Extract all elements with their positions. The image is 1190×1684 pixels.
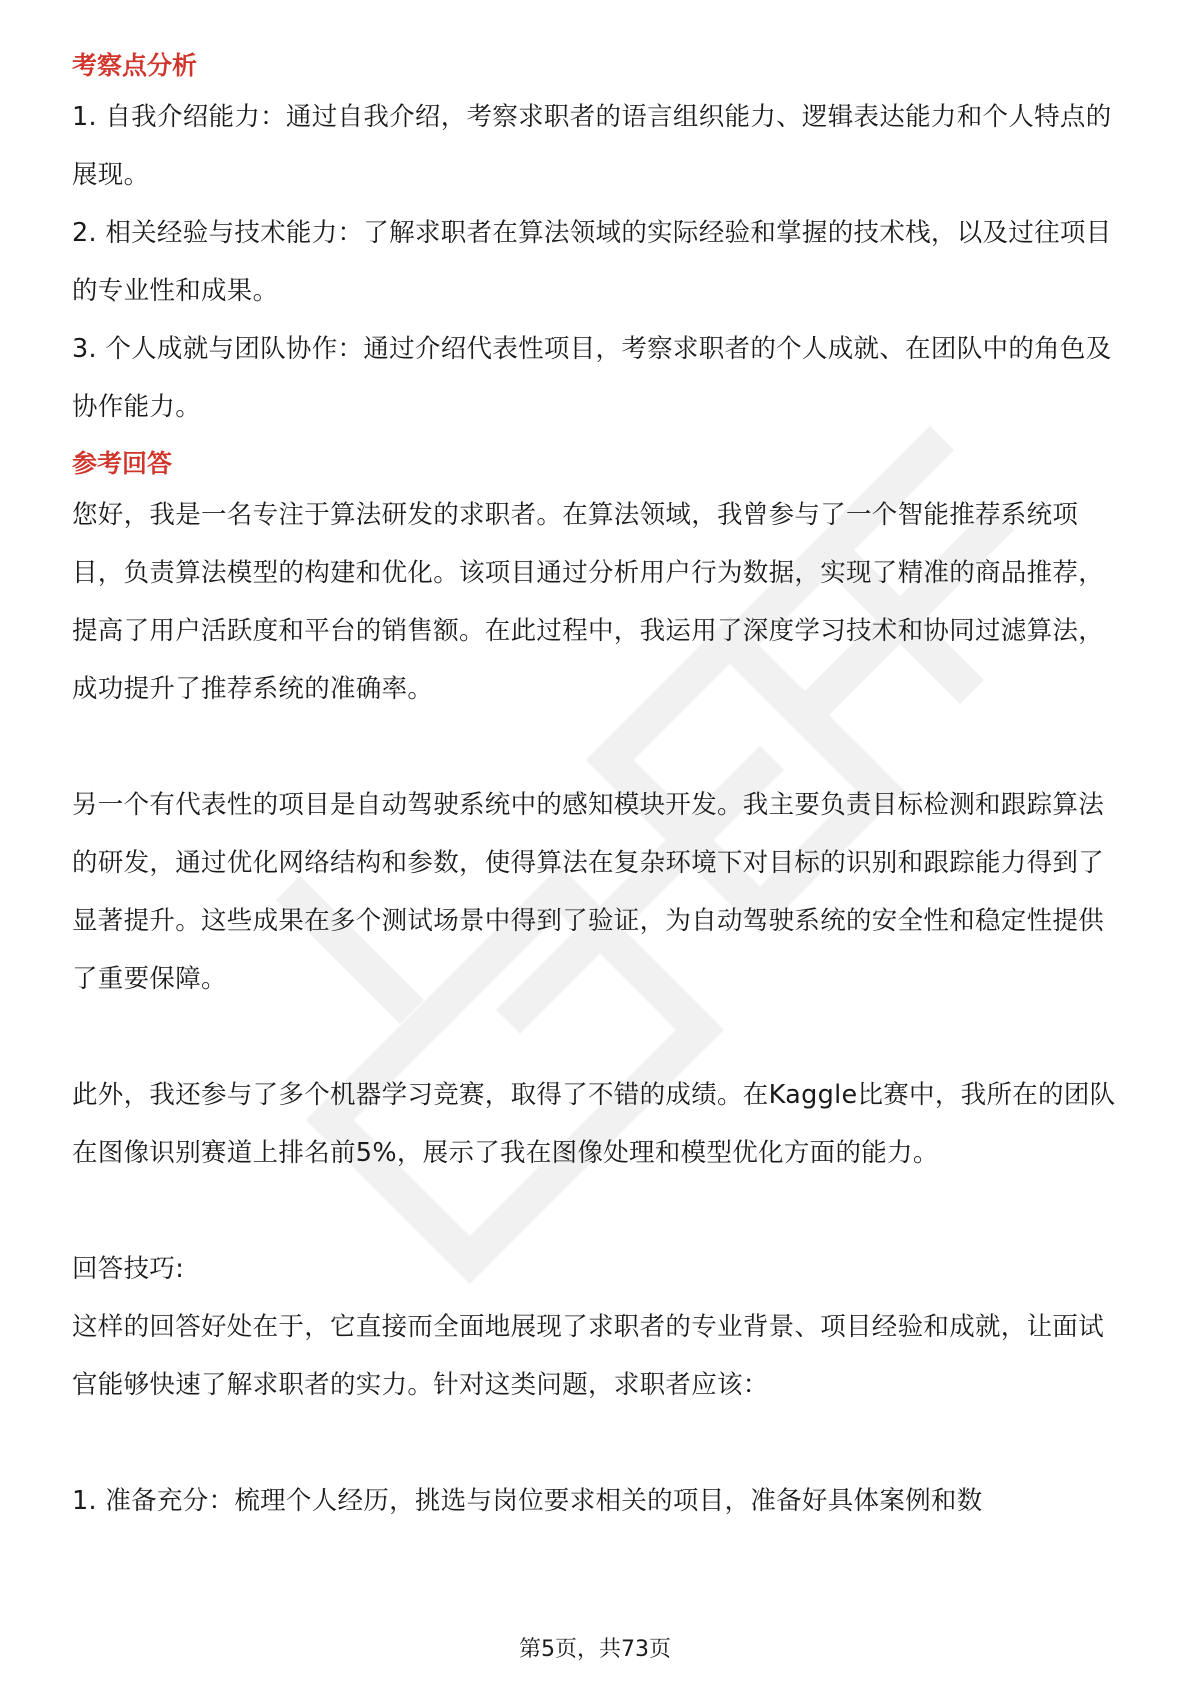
- answer-heading: 参考回答: [72, 449, 173, 478]
- analysis-item-2: 2. 相关经验与技术能力：了解求职者在算法领域的实际经验和掌握的技术栈，以及过往项目的专业性和成果。: [72, 218, 1112, 306]
- analysis-item-3: 3. 个人成就与团队协作：通过介绍代表性项目，考察求职者的个人成就、在团队中的角色及协作能力。: [72, 334, 1112, 422]
- document-page: [72, 48, 1122, 1530]
- page-footer: 第5页，共73页: [519, 1637, 671, 1662]
- analysis-heading: 考察点分析: [72, 51, 198, 80]
- analysis-item-1: 1. 自我介绍能力：通过自我介绍，考察求职者的语言组织能力、逻辑表达能力和个人特点的展现。: [72, 102, 1112, 190]
- tips-first-point: 1. 准备充分：梳理个人经历，挑选与岗位要求相关的项目，准备好具体案例和数: [72, 1486, 983, 1516]
- answer-paragraph-3: 此外，我还参与了多个机器学习竞赛，取得了不错的成绩。在Kaggle比赛中，我所在的团队在图像识别赛道上排名前5%，展示了我在图像处理和模型优化方面的能力。: [72, 1080, 1116, 1168]
- answer-paragraph-2: 另一个有代表性的项目是自动驾驶系统中的感知模块开发。我主要负责目标检测和跟踪算法的研发，通过优化网络结构和参数，使得算法在复杂环境下对目标的识别和跟踪能力得到了显著提升。这些成果在多个测试场景中得到了验证，为自动驾驶系统的安全性和稳定性提供了重要保障。: [72, 790, 1105, 994]
- answer-paragraph-1: 您好，我是一名专注于算法研发的求职者。在算法领域，我曾参与了一个智能推荐系统项目，负责算法模型的构建和优化。该项目通过分析用户行为数据，实现了精准的商品推荐，提高了用户活跃度和平台的销售额。在此过程中，我运用了深度学习技术和协同过滤算法，成功提升了推荐系统的准确率。: [72, 500, 1105, 704]
- tips-label: 回答技巧:: [72, 1254, 185, 1284]
- tips-intro: 这样的回答好处在于，它直接而全面地展现了求职者的专业背景、项目经验和成就，让面试官能够快速了解求职者的实力。针对这类问题，求职者应该：: [72, 1312, 1105, 1400]
